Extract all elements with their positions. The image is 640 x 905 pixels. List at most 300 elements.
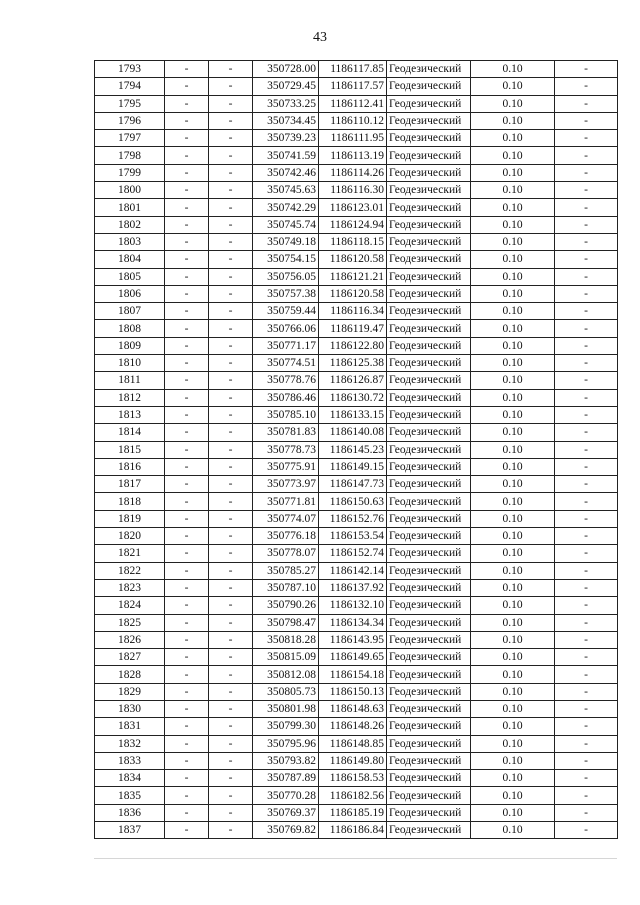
y-coordinate-cell: 1186148.63 xyxy=(319,700,387,717)
y-coordinate-cell: 1186152.76 xyxy=(319,510,387,527)
column-3-cell: - xyxy=(209,597,253,614)
point-number-cell: 1827 xyxy=(95,649,165,666)
point-number-cell: 1799 xyxy=(95,164,165,181)
table-row xyxy=(95,233,618,250)
column-8-cell: - xyxy=(555,182,618,199)
column-2-cell: - xyxy=(165,718,209,735)
x-coordinate-cell: 350815.09 xyxy=(253,649,319,666)
y-coordinate-cell: 1186120.58 xyxy=(319,285,387,302)
table-row xyxy=(95,130,618,147)
accuracy-cell: 0.10 xyxy=(471,233,555,250)
accuracy-cell: 0.10 xyxy=(471,285,555,302)
column-3-cell: - xyxy=(209,78,253,95)
column-3-cell: - xyxy=(209,804,253,821)
accuracy-cell: 0.10 xyxy=(471,216,555,233)
point-number-cell: 1826 xyxy=(95,631,165,648)
y-coordinate-cell: 1186152.74 xyxy=(319,545,387,562)
column-8-cell: - xyxy=(555,78,618,95)
method-cell: Геодезический xyxy=(387,112,471,129)
y-coordinate-cell: 1186185.19 xyxy=(319,804,387,821)
accuracy-cell: 0.10 xyxy=(471,78,555,95)
method-cell: Геодезический xyxy=(387,822,471,839)
point-number-cell: 1793 xyxy=(95,61,165,78)
y-coordinate-cell: 1186143.95 xyxy=(319,631,387,648)
y-coordinate-cell: 1186123.01 xyxy=(319,199,387,216)
x-coordinate-cell: 350781.83 xyxy=(253,424,319,441)
method-cell: Геодезический xyxy=(387,528,471,545)
column-8-cell: - xyxy=(555,199,618,216)
table-row xyxy=(95,389,618,406)
x-coordinate-cell: 350812.08 xyxy=(253,666,319,683)
column-3-cell: - xyxy=(209,649,253,666)
x-coordinate-cell: 350799.30 xyxy=(253,718,319,735)
table-row xyxy=(95,320,618,337)
column-8-cell: - xyxy=(555,822,618,839)
method-cell: Геодезический xyxy=(387,233,471,250)
column-8-cell: - xyxy=(555,510,618,527)
table-row xyxy=(95,251,618,268)
table-row xyxy=(95,61,618,78)
y-coordinate-cell: 1186116.34 xyxy=(319,303,387,320)
accuracy-cell: 0.10 xyxy=(471,268,555,285)
accuracy-cell: 0.10 xyxy=(471,476,555,493)
x-coordinate-cell: 350739.23 xyxy=(253,130,319,147)
point-number-cell: 1795 xyxy=(95,95,165,112)
method-cell: Геодезический xyxy=(387,251,471,268)
accuracy-cell: 0.10 xyxy=(471,770,555,787)
column-2-cell: - xyxy=(165,545,209,562)
point-number-cell: 1812 xyxy=(95,389,165,406)
column-8-cell: - xyxy=(555,493,618,510)
column-2-cell: - xyxy=(165,424,209,441)
table-row xyxy=(95,718,618,735)
x-coordinate-cell: 350771.81 xyxy=(253,493,319,510)
y-coordinate-cell: 1186124.94 xyxy=(319,216,387,233)
column-3-cell: - xyxy=(209,389,253,406)
column-8-cell: - xyxy=(555,735,618,752)
method-cell: Геодезический xyxy=(387,804,471,821)
column-8-cell: - xyxy=(555,700,618,717)
column-3-cell: - xyxy=(209,631,253,648)
column-8-cell: - xyxy=(555,285,618,302)
point-number-cell: 1810 xyxy=(95,355,165,372)
method-cell: Геодезический xyxy=(387,770,471,787)
column-2-cell: - xyxy=(165,95,209,112)
column-3-cell: - xyxy=(209,320,253,337)
point-number-cell: 1796 xyxy=(95,112,165,129)
y-coordinate-cell: 1186112.41 xyxy=(319,95,387,112)
accuracy-cell: 0.10 xyxy=(471,406,555,423)
y-coordinate-cell: 1186147.73 xyxy=(319,476,387,493)
column-2-cell: - xyxy=(165,199,209,216)
column-3-cell: - xyxy=(209,406,253,423)
y-coordinate-cell: 1186148.85 xyxy=(319,735,387,752)
point-number-cell: 1832 xyxy=(95,735,165,752)
column-8-cell: - xyxy=(555,752,618,769)
point-number-cell: 1831 xyxy=(95,718,165,735)
column-2-cell: - xyxy=(165,216,209,233)
x-coordinate-cell: 350778.07 xyxy=(253,545,319,562)
y-coordinate-cell: 1186122.80 xyxy=(319,337,387,354)
accuracy-cell: 0.10 xyxy=(471,631,555,648)
accuracy-cell: 0.10 xyxy=(471,597,555,614)
point-number-cell: 1815 xyxy=(95,441,165,458)
table-row xyxy=(95,579,618,596)
column-3-cell: - xyxy=(209,164,253,181)
method-cell: Геодезический xyxy=(387,735,471,752)
table-row xyxy=(95,372,618,389)
column-3-cell: - xyxy=(209,700,253,717)
table-row xyxy=(95,752,618,769)
method-cell: Геодезический xyxy=(387,182,471,199)
point-number-cell: 1821 xyxy=(95,545,165,562)
point-number-cell: 1828 xyxy=(95,666,165,683)
column-3-cell: - xyxy=(209,233,253,250)
accuracy-cell: 0.10 xyxy=(471,130,555,147)
column-3-cell: - xyxy=(209,545,253,562)
method-cell: Геодезический xyxy=(387,441,471,458)
column-3-cell: - xyxy=(209,147,253,164)
column-8-cell: - xyxy=(555,251,618,268)
point-number-cell: 1808 xyxy=(95,320,165,337)
method-cell: Геодезический xyxy=(387,285,471,302)
column-8-cell: - xyxy=(555,424,618,441)
column-8-cell: - xyxy=(555,770,618,787)
column-2-cell: - xyxy=(165,337,209,354)
column-8-cell: - xyxy=(555,233,618,250)
column-8-cell: - xyxy=(555,787,618,804)
x-coordinate-cell: 350754.15 xyxy=(253,251,319,268)
table-row xyxy=(95,562,618,579)
x-coordinate-cell: 350742.46 xyxy=(253,164,319,181)
column-8-cell: - xyxy=(555,562,618,579)
y-coordinate-cell: 1186186.84 xyxy=(319,822,387,839)
x-coordinate-cell: 350745.74 xyxy=(253,216,319,233)
accuracy-cell: 0.10 xyxy=(471,441,555,458)
column-8-cell: - xyxy=(555,649,618,666)
column-3-cell: - xyxy=(209,510,253,527)
y-coordinate-cell: 1186149.65 xyxy=(319,649,387,666)
table-row xyxy=(95,95,618,112)
table-row xyxy=(95,406,618,423)
y-coordinate-cell: 1186118.15 xyxy=(319,233,387,250)
method-cell: Геодезический xyxy=(387,320,471,337)
accuracy-cell: 0.10 xyxy=(471,320,555,337)
x-coordinate-cell: 350778.76 xyxy=(253,372,319,389)
column-2-cell: - xyxy=(165,683,209,700)
point-number-cell: 1820 xyxy=(95,528,165,545)
method-cell: Геодезический xyxy=(387,355,471,372)
point-number-cell: 1834 xyxy=(95,770,165,787)
column-2-cell: - xyxy=(165,649,209,666)
bottom-rule xyxy=(94,858,617,859)
table-row xyxy=(95,545,618,562)
column-8-cell: - xyxy=(555,112,618,129)
column-3-cell: - xyxy=(209,787,253,804)
method-cell: Геодезический xyxy=(387,718,471,735)
column-3-cell: - xyxy=(209,752,253,769)
column-3-cell: - xyxy=(209,216,253,233)
point-number-cell: 1801 xyxy=(95,199,165,216)
table-row xyxy=(95,147,618,164)
column-8-cell: - xyxy=(555,389,618,406)
method-cell: Геодезический xyxy=(387,164,471,181)
point-number-cell: 1814 xyxy=(95,424,165,441)
column-3-cell: - xyxy=(209,562,253,579)
column-2-cell: - xyxy=(165,130,209,147)
x-coordinate-cell: 350801.98 xyxy=(253,700,319,717)
x-coordinate-cell: 350774.51 xyxy=(253,355,319,372)
y-coordinate-cell: 1186182.56 xyxy=(319,787,387,804)
x-coordinate-cell: 350771.17 xyxy=(253,337,319,354)
y-coordinate-cell: 1186154.18 xyxy=(319,666,387,683)
point-number-cell: 1817 xyxy=(95,476,165,493)
table-row xyxy=(95,441,618,458)
column-8-cell: - xyxy=(555,666,618,683)
table-row xyxy=(95,770,618,787)
point-number-cell: 1806 xyxy=(95,285,165,302)
accuracy-cell: 0.10 xyxy=(471,787,555,804)
y-coordinate-cell: 1186153.54 xyxy=(319,528,387,545)
column-8-cell: - xyxy=(555,718,618,735)
method-cell: Геодезический xyxy=(387,545,471,562)
column-3-cell: - xyxy=(209,61,253,78)
point-number-cell: 1825 xyxy=(95,614,165,631)
accuracy-cell: 0.10 xyxy=(471,562,555,579)
column-8-cell: - xyxy=(555,355,618,372)
column-3-cell: - xyxy=(209,337,253,354)
table-row xyxy=(95,182,618,199)
table-row xyxy=(95,649,618,666)
point-number-cell: 1833 xyxy=(95,752,165,769)
column-8-cell: - xyxy=(555,320,618,337)
accuracy-cell: 0.10 xyxy=(471,752,555,769)
y-coordinate-cell: 1186148.26 xyxy=(319,718,387,735)
point-number-cell: 1809 xyxy=(95,337,165,354)
column-3-cell: - xyxy=(209,614,253,631)
column-3-cell: - xyxy=(209,199,253,216)
column-8-cell: - xyxy=(555,458,618,475)
y-coordinate-cell: 1186158.53 xyxy=(319,770,387,787)
x-coordinate-cell: 350818.28 xyxy=(253,631,319,648)
column-8-cell: - xyxy=(555,631,618,648)
x-coordinate-cell: 350728.00 xyxy=(253,61,319,78)
point-number-cell: 1836 xyxy=(95,804,165,821)
method-cell: Геодезический xyxy=(387,61,471,78)
method-cell: Геодезический xyxy=(387,337,471,354)
table-row xyxy=(95,597,618,614)
x-coordinate-cell: 350787.10 xyxy=(253,579,319,596)
point-number-cell: 1807 xyxy=(95,303,165,320)
point-number-cell: 1805 xyxy=(95,268,165,285)
method-cell: Геодезический xyxy=(387,683,471,700)
x-coordinate-cell: 350770.28 xyxy=(253,787,319,804)
accuracy-cell: 0.10 xyxy=(471,545,555,562)
column-2-cell: - xyxy=(165,320,209,337)
column-8-cell: - xyxy=(555,528,618,545)
column-2-cell: - xyxy=(165,510,209,527)
y-coordinate-cell: 1186142.14 xyxy=(319,562,387,579)
column-2-cell: - xyxy=(165,787,209,804)
method-cell: Геодезический xyxy=(387,372,471,389)
table-row xyxy=(95,631,618,648)
y-coordinate-cell: 1186110.12 xyxy=(319,112,387,129)
x-coordinate-cell: 350759.44 xyxy=(253,303,319,320)
column-3-cell: - xyxy=(209,424,253,441)
table-row xyxy=(95,285,618,302)
column-3-cell: - xyxy=(209,528,253,545)
method-cell: Геодезический xyxy=(387,303,471,320)
method-cell: Геодезический xyxy=(387,631,471,648)
point-number-cell: 1823 xyxy=(95,579,165,596)
column-3-cell: - xyxy=(209,251,253,268)
coordinates-table xyxy=(94,60,618,839)
table-body xyxy=(95,61,618,839)
table-row xyxy=(95,303,618,320)
point-number-cell: 1803 xyxy=(95,233,165,250)
column-8-cell: - xyxy=(555,406,618,423)
y-coordinate-cell: 1186111.95 xyxy=(319,130,387,147)
y-coordinate-cell: 1186137.92 xyxy=(319,579,387,596)
table-row xyxy=(95,700,618,717)
table-row xyxy=(95,822,618,839)
column-2-cell: - xyxy=(165,285,209,302)
accuracy-cell: 0.10 xyxy=(471,666,555,683)
column-2-cell: - xyxy=(165,614,209,631)
method-cell: Геодезический xyxy=(387,268,471,285)
method-cell: Геодезический xyxy=(387,458,471,475)
point-number-cell: 1811 xyxy=(95,372,165,389)
method-cell: Геодезический xyxy=(387,406,471,423)
accuracy-cell: 0.10 xyxy=(471,182,555,199)
accuracy-cell: 0.10 xyxy=(471,579,555,596)
column-8-cell: - xyxy=(555,268,618,285)
table-row xyxy=(95,683,618,700)
y-coordinate-cell: 1186140.08 xyxy=(319,424,387,441)
column-2-cell: - xyxy=(165,251,209,268)
method-cell: Геодезический xyxy=(387,424,471,441)
column-2-cell: - xyxy=(165,164,209,181)
method-cell: Геодезический xyxy=(387,752,471,769)
accuracy-cell: 0.10 xyxy=(471,804,555,821)
method-cell: Геодезический xyxy=(387,216,471,233)
column-8-cell: - xyxy=(555,683,618,700)
column-8-cell: - xyxy=(555,804,618,821)
x-coordinate-cell: 350749.18 xyxy=(253,233,319,250)
table-row xyxy=(95,804,618,821)
column-3-cell: - xyxy=(209,735,253,752)
column-3-cell: - xyxy=(209,95,253,112)
method-cell: Геодезический xyxy=(387,147,471,164)
x-coordinate-cell: 350769.37 xyxy=(253,804,319,821)
column-2-cell: - xyxy=(165,303,209,320)
column-8-cell: - xyxy=(555,372,618,389)
table-row xyxy=(95,528,618,545)
x-coordinate-cell: 350774.07 xyxy=(253,510,319,527)
point-number-cell: 1804 xyxy=(95,251,165,268)
table-row xyxy=(95,112,618,129)
method-cell: Геодезический xyxy=(387,493,471,510)
column-3-cell: - xyxy=(209,355,253,372)
accuracy-cell: 0.10 xyxy=(471,337,555,354)
column-8-cell: - xyxy=(555,545,618,562)
column-3-cell: - xyxy=(209,372,253,389)
y-coordinate-cell: 1186126.87 xyxy=(319,372,387,389)
table-row xyxy=(95,355,618,372)
column-2-cell: - xyxy=(165,233,209,250)
column-2-cell: - xyxy=(165,476,209,493)
column-2-cell: - xyxy=(165,528,209,545)
point-number-cell: 1829 xyxy=(95,683,165,700)
method-cell: Геодезический xyxy=(387,614,471,631)
column-8-cell: - xyxy=(555,441,618,458)
y-coordinate-cell: 1186149.15 xyxy=(319,458,387,475)
y-coordinate-cell: 1186113.19 xyxy=(319,147,387,164)
column-2-cell: - xyxy=(165,268,209,285)
y-coordinate-cell: 1186125.38 xyxy=(319,355,387,372)
column-3-cell: - xyxy=(209,666,253,683)
point-number-cell: 1830 xyxy=(95,700,165,717)
x-coordinate-cell: 350733.25 xyxy=(253,95,319,112)
accuracy-cell: 0.10 xyxy=(471,735,555,752)
column-8-cell: - xyxy=(555,597,618,614)
table-row xyxy=(95,787,618,804)
column-2-cell: - xyxy=(165,822,209,839)
accuracy-cell: 0.10 xyxy=(471,389,555,406)
column-3-cell: - xyxy=(209,683,253,700)
method-cell: Геодезический xyxy=(387,95,471,112)
column-8-cell: - xyxy=(555,164,618,181)
page-number: 43 xyxy=(313,30,327,45)
accuracy-cell: 0.10 xyxy=(471,700,555,717)
accuracy-cell: 0.10 xyxy=(471,164,555,181)
accuracy-cell: 0.10 xyxy=(471,95,555,112)
point-number-cell: 1797 xyxy=(95,130,165,147)
column-8-cell: - xyxy=(555,476,618,493)
column-2-cell: - xyxy=(165,372,209,389)
method-cell: Геодезический xyxy=(387,562,471,579)
point-number-cell: 1802 xyxy=(95,216,165,233)
column-3-cell: - xyxy=(209,112,253,129)
column-2-cell: - xyxy=(165,112,209,129)
point-number-cell: 1816 xyxy=(95,458,165,475)
x-coordinate-cell: 350742.29 xyxy=(253,199,319,216)
column-2-cell: - xyxy=(165,406,209,423)
table-row xyxy=(95,458,618,475)
x-coordinate-cell: 350757.38 xyxy=(253,285,319,302)
column-3-cell: - xyxy=(209,130,253,147)
x-coordinate-cell: 350785.10 xyxy=(253,406,319,423)
column-8-cell: - xyxy=(555,130,618,147)
table-row xyxy=(95,510,618,527)
table-row xyxy=(95,666,618,683)
x-coordinate-cell: 350741.59 xyxy=(253,147,319,164)
column-2-cell: - xyxy=(165,700,209,717)
x-coordinate-cell: 350766.06 xyxy=(253,320,319,337)
y-coordinate-cell: 1186134.34 xyxy=(319,614,387,631)
table-row xyxy=(95,199,618,216)
point-number-cell: 1818 xyxy=(95,493,165,510)
table-row xyxy=(95,216,618,233)
column-8-cell: - xyxy=(555,147,618,164)
column-2-cell: - xyxy=(165,458,209,475)
x-coordinate-cell: 350773.97 xyxy=(253,476,319,493)
x-coordinate-cell: 350745.63 xyxy=(253,182,319,199)
y-coordinate-cell: 1186117.85 xyxy=(319,61,387,78)
accuracy-cell: 0.10 xyxy=(471,199,555,216)
method-cell: Геодезический xyxy=(387,389,471,406)
point-number-cell: 1835 xyxy=(95,787,165,804)
